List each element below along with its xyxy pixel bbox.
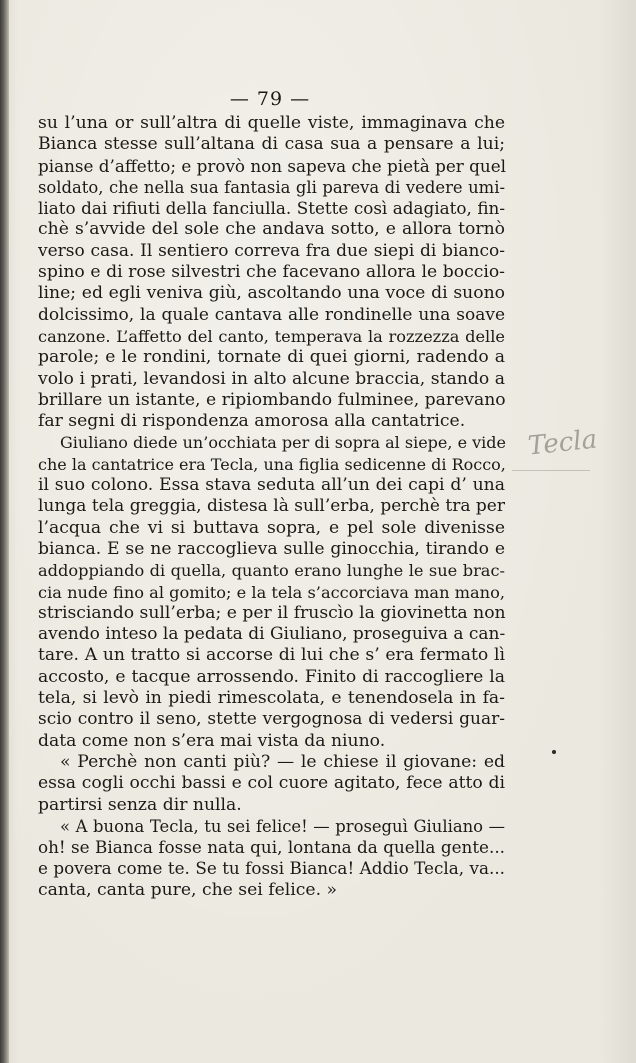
text-line: canzone. L’affetto del canto, temperava la rozzezza delle xyxy=(38,326,505,346)
text-line: che la cantatrice era Tecla, una figlia sedicenne di Rocco, xyxy=(38,454,506,474)
text-line: tela, si levò in piedi rimescolata, e tenendosela in fa- xyxy=(38,688,505,709)
text-line: pianse d’affetto; e provò non sapeva che pietà per quel xyxy=(38,155,506,176)
text-line: su l’una or sull’altra di quelle viste, immaginava che xyxy=(38,113,505,133)
text-line: brillare un istante, e ripiombando fulminee, parevano xyxy=(38,389,506,410)
text-line: spino e di rose silvestri che facevano allora le boccio- xyxy=(38,262,505,283)
text-line: addoppiando di quella, quanto erano lunghe le sue brac- xyxy=(38,561,505,581)
text-line: Giuliano diede un’occhiata per di sopra al siepe, e vide xyxy=(60,433,506,453)
text-line: lunga tela greggia, distesa là sull’erba, perchè tra per xyxy=(38,496,505,517)
text-line: il suo colono. Essa stava seduta all’un dei capi d’ una xyxy=(38,475,505,496)
ink-spot xyxy=(552,750,556,754)
body-text xyxy=(38,113,505,901)
text-line: « A buona Tecla, tu sei felice! — proseguì Giuliano — xyxy=(60,816,505,836)
text-line: cia nude fino al gomito; e la tela s’accorciava man mano, xyxy=(38,582,505,602)
text-line: far segni di rispondenza amorosa alla cantatrice. xyxy=(38,411,466,432)
text-line: oh! se Bianca fosse nata qui, lontana da quella gente... xyxy=(38,837,505,858)
text-line: l’acqua che vi si buttava sopra, e pel sole divenisse xyxy=(38,517,505,538)
text-line: chè s’avvide del sole che andava sotto, e allora tornò xyxy=(38,219,505,240)
page-number: — 79 — xyxy=(229,88,311,110)
text-line: verso casa. Il sentiero correva fra due siepi di bianco- xyxy=(38,240,505,261)
text-line: data come non s’era mai vista da niuno. xyxy=(38,730,386,751)
text-line: partirsi senza dir nulla. xyxy=(38,794,242,815)
margin-note-underline xyxy=(512,470,590,471)
text-line: accosto, e tacque arrossendo. Finito di raccogliere la xyxy=(38,666,505,687)
text-line: tare. A un tratto si accorse di lui che s’ era fermato lì xyxy=(38,645,505,666)
text-line: liato dai rifiuti della fanciulla. Stette così adagiato, fin- xyxy=(38,198,505,219)
text-line: avendo inteso la pedata di Giuliano, proseguiva a can- xyxy=(38,624,506,645)
text-line: canta, canta pure, che sei felice. » xyxy=(38,879,338,900)
text-line: dolcissimo, la quale cantava alle rondinelle una soave xyxy=(38,304,505,325)
text-line: essa cogli occhi bassi e col cuore agitato, fece atto di xyxy=(38,773,505,794)
text-line: volo i prati, levandosi in alto alcune braccia, stando a xyxy=(38,368,505,389)
text-line: bianca. E se ne raccoglieva sulle ginocchia, tirando e xyxy=(38,538,505,559)
page-binding-edge xyxy=(0,0,9,1063)
text-line: line; ed egli veniva giù, ascoltando una voce di suono xyxy=(38,283,505,304)
handwritten-margin-note: Tecla xyxy=(526,424,599,462)
text-line: e povera come te. Se tu fossi Bianca! Addio Tecla, va... xyxy=(38,858,505,879)
text-line: scio contro il seno, stette vergognosa di vedersi guar- xyxy=(38,709,505,730)
text-line: soldato, che nella sua fantasia gli pareva di vedere umi- xyxy=(38,177,505,197)
text-line: Bianca stesse sull’altana di casa sua a pensare a lui; xyxy=(38,134,505,155)
text-line: strisciando sull’erba; e per il fruscìo la giovinetta non xyxy=(38,602,506,623)
text-line: parole; e le rondini, tornate di quei giorni, radendo a xyxy=(38,347,505,368)
text-line: « Perchè non canti più? — le chiese il giovane: ed xyxy=(60,751,505,772)
